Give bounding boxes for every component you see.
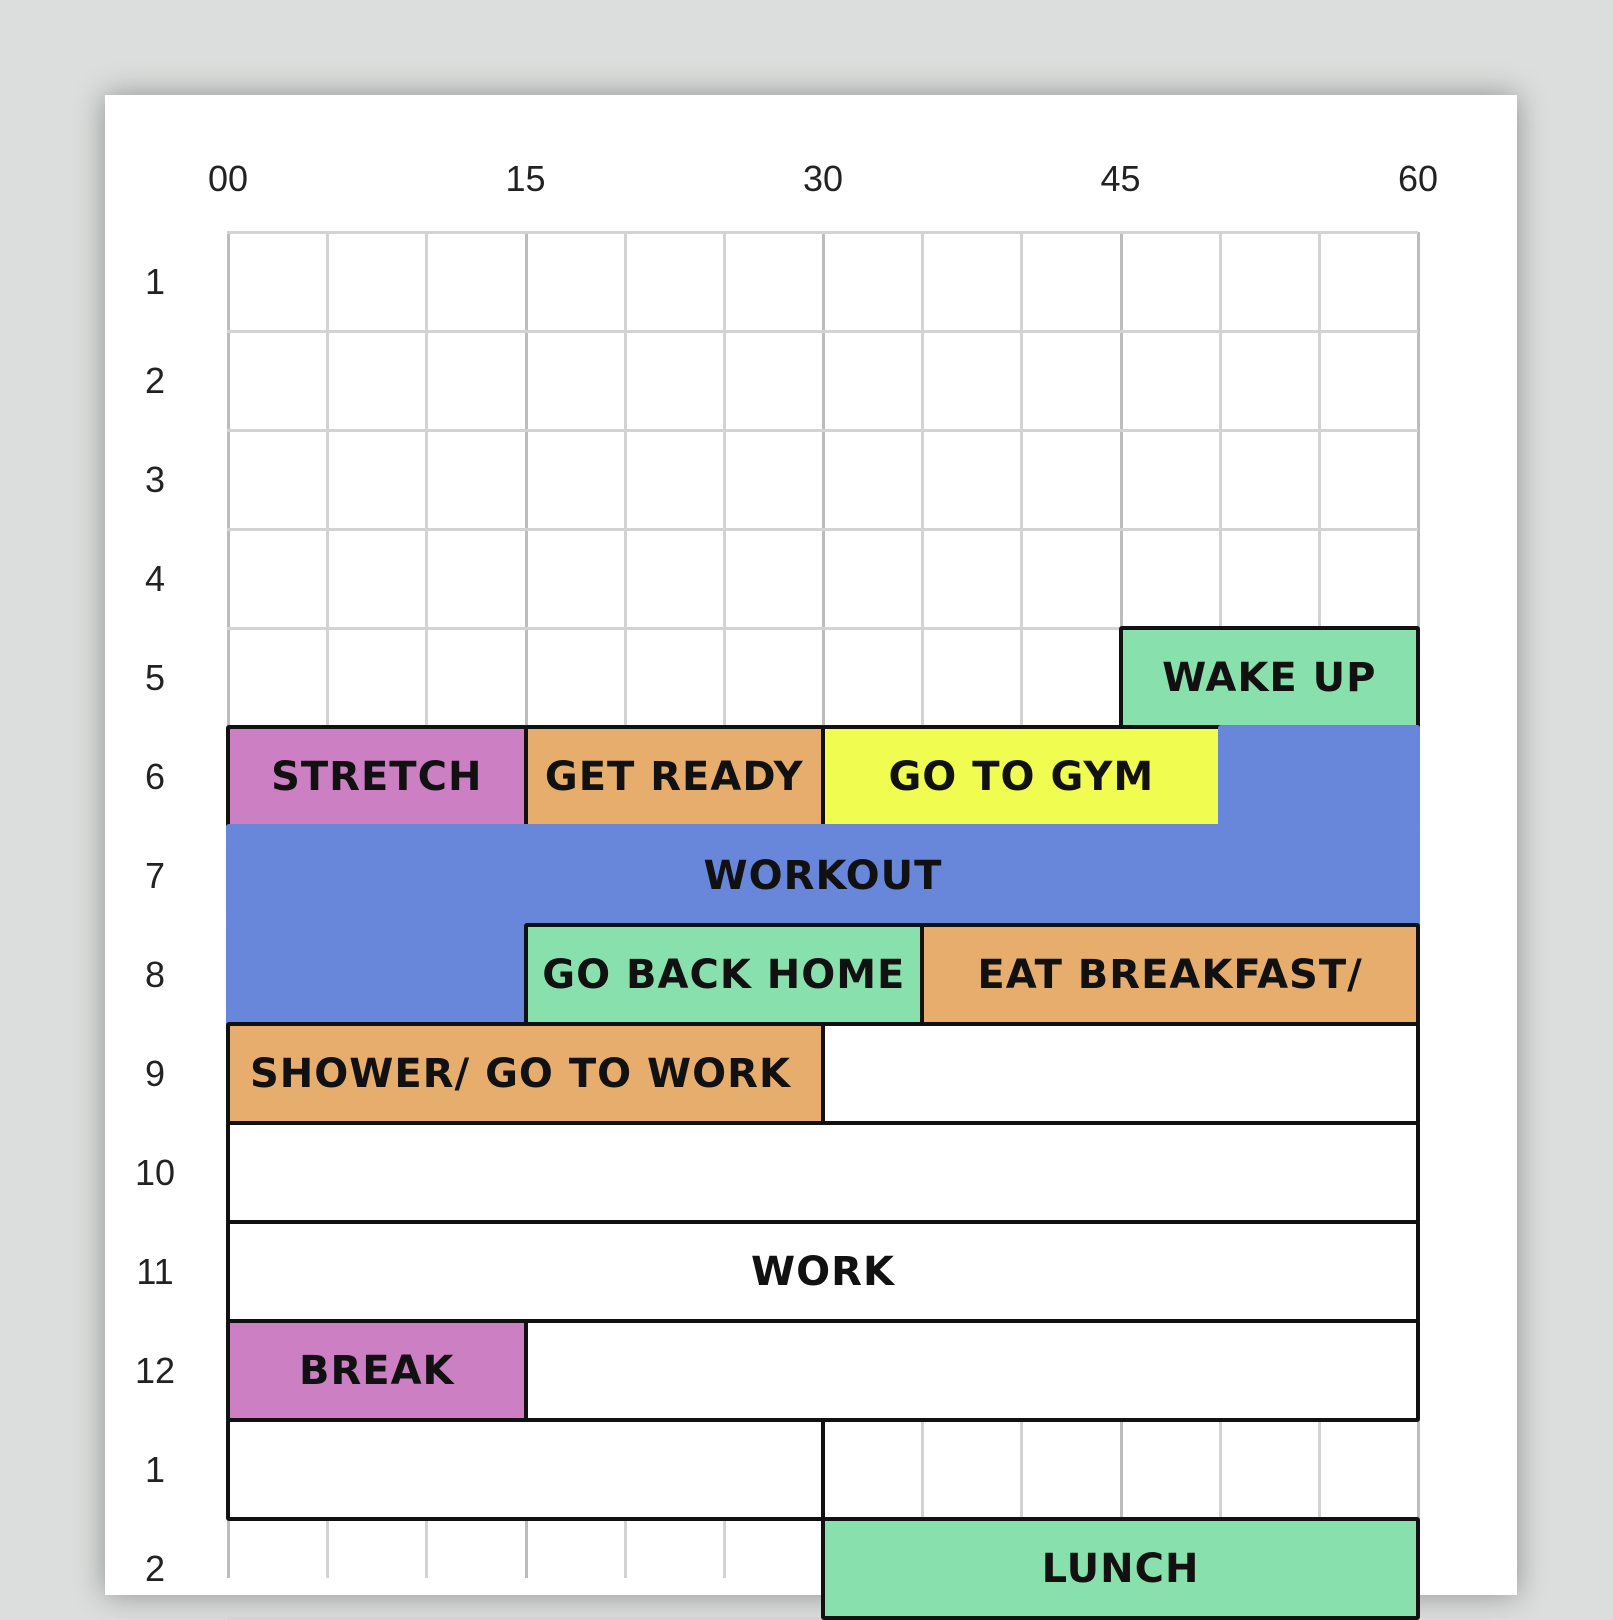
activity-label: LUNCH xyxy=(1041,1545,1200,1592)
minute-label: 45 xyxy=(1100,158,1141,199)
grid-horizontal-line xyxy=(227,528,1418,531)
activity-label: GO TO GYM xyxy=(888,753,1155,800)
activity-label: WAKE UP xyxy=(1162,654,1377,701)
hour-label: 1 xyxy=(144,1449,166,1490)
hour-label: 2 xyxy=(144,360,166,401)
activity-block xyxy=(226,923,528,1026)
hour-label: 11 xyxy=(136,1251,174,1292)
grid-horizontal-line xyxy=(227,231,1418,234)
activity-block xyxy=(524,725,826,828)
activity-block xyxy=(1218,725,1420,828)
activity-block xyxy=(821,1022,1420,1125)
hour-label: 10 xyxy=(134,1152,176,1193)
hour-label: 9 xyxy=(144,1053,166,1094)
activity-label: GET READY xyxy=(544,753,804,800)
hour-label: 4 xyxy=(144,558,166,599)
activity-label: SHOWER/ GO TO WORK xyxy=(250,1050,791,1097)
minute-label: 15 xyxy=(505,158,546,199)
hour-label: 2 xyxy=(144,1548,166,1589)
activity-label: EAT BREAKFAST/ xyxy=(977,951,1363,998)
activity-label: STRETCH xyxy=(271,753,483,800)
minute-label: 60 xyxy=(1397,158,1439,199)
activity-block xyxy=(226,1319,528,1422)
activity-block xyxy=(524,923,925,1026)
activity-block xyxy=(226,1022,825,1125)
activity-block xyxy=(226,824,1420,927)
hour-label: 12 xyxy=(134,1350,176,1391)
minute-label: 30 xyxy=(802,158,844,199)
activity-label: WORK xyxy=(751,1248,895,1295)
grid-horizontal-line xyxy=(227,330,1418,333)
activity-block xyxy=(821,1517,1420,1620)
activity-label: BREAK xyxy=(298,1347,455,1394)
activity-block xyxy=(226,725,528,828)
hour-label: 7 xyxy=(144,855,166,896)
activity-block xyxy=(226,1220,1420,1323)
minute-label: 00 xyxy=(207,158,249,199)
activity-label: WORKOUT xyxy=(703,852,943,899)
hour-label: 5 xyxy=(144,657,166,698)
hour-label: 6 xyxy=(144,756,166,797)
activity-block xyxy=(1119,626,1421,729)
activity-block xyxy=(226,1418,825,1521)
hour-label: 8 xyxy=(144,954,166,995)
hour-label: 3 xyxy=(144,459,166,500)
activity-block xyxy=(226,1121,1420,1224)
activity-block xyxy=(920,923,1420,1026)
activity-label: GO BACK HOME xyxy=(542,951,906,998)
activity-block xyxy=(524,1319,1421,1422)
activity-block xyxy=(821,725,1222,828)
hour-label: 1 xyxy=(144,261,166,302)
grid-horizontal-line xyxy=(227,429,1418,432)
